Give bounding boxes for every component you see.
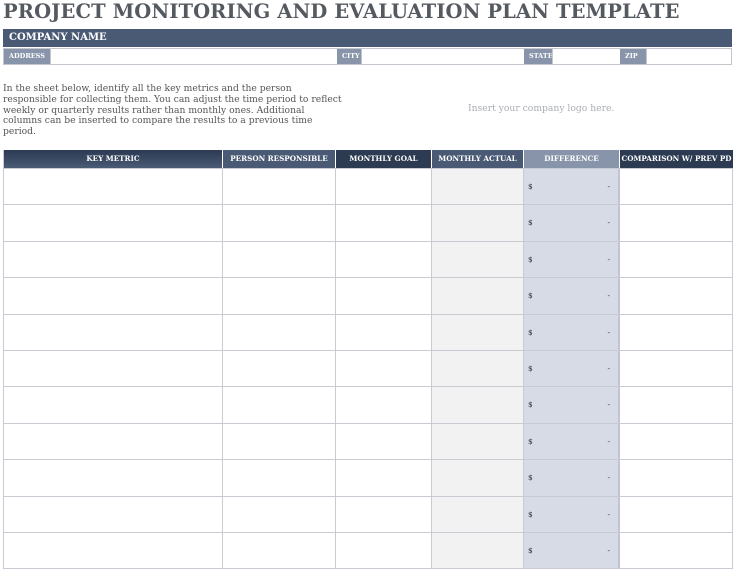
address-label: ADDRESS	[4, 49, 50, 64]
table-row[interactable]	[4, 459, 733, 495]
currency-symbol: $	[528, 182, 533, 191]
difference-value: -	[607, 327, 610, 337]
table-row[interactable]	[4, 386, 733, 422]
currency-symbol: $	[528, 436, 533, 446]
difference-value: -	[607, 254, 610, 264]
difference-value: -	[607, 291, 610, 301]
header-difference: DIFFERENCE	[524, 150, 620, 168]
currency-symbol: $	[528, 327, 533, 337]
header-key-metric: KEY METRIC	[4, 150, 223, 168]
address-row	[3, 48, 732, 65]
currency-symbol: $	[528, 254, 533, 264]
difference-cell[interactable]	[524, 205, 620, 241]
currency-symbol: $	[528, 364, 533, 373]
table-row[interactable]	[4, 241, 733, 277]
header-person-responsible: PERSON RESPONSIBLE	[223, 150, 336, 168]
difference-cell[interactable]	[524, 169, 620, 205]
header-monthly-actual: MONTHLY ACTUAL	[432, 150, 524, 168]
zip-label: ZIP	[620, 49, 646, 64]
difference-cell[interactable]	[524, 242, 620, 278]
city-field[interactable]	[361, 49, 524, 64]
header-comparison-prev-pd: COMPARISON W/ PREV PD	[620, 150, 733, 168]
currency-symbol: $	[528, 218, 533, 228]
difference-cell[interactable]	[524, 497, 620, 533]
difference-cell[interactable]	[524, 533, 620, 569]
difference-value: -	[607, 400, 610, 410]
intro-text: In the sheet below, identify all the key metrics and the person responsible for collecting them. You can adjust the time period to reflect weekly or quarterly results rather than monthly ones. Additional columns can be inserted to compare the results to a previous time period.	[3, 83, 342, 138]
difference-value: -	[607, 473, 610, 483]
difference-value: -	[607, 182, 610, 191]
difference-value: -	[607, 364, 610, 373]
currency-symbol: $	[528, 509, 533, 519]
difference-value: -	[607, 509, 610, 519]
table-row[interactable]	[4, 168, 733, 204]
table-row[interactable]	[4, 204, 733, 240]
currency-symbol: $	[528, 473, 533, 483]
difference-cell[interactable]	[524, 315, 620, 351]
logo-placeholder[interactable]: Insert your company logo here.	[468, 103, 615, 114]
page-title: PROJECT MONITORING AND EVALUATION PLAN TEMPLATE	[3, 0, 680, 23]
city-label: CITY	[337, 49, 361, 64]
header-monthly-goal: MONTHLY GOAL	[336, 150, 432, 168]
address-field[interactable]	[50, 49, 337, 64]
zip-field[interactable]	[646, 49, 731, 64]
table-row[interactable]	[4, 532, 733, 568]
difference-cell[interactable]	[524, 424, 620, 460]
table-row[interactable]	[4, 496, 733, 532]
difference-cell[interactable]	[524, 278, 620, 314]
difference-value: -	[607, 436, 610, 446]
difference-cell[interactable]	[524, 387, 620, 423]
difference-value: -	[607, 546, 610, 555]
metrics-table	[3, 150, 733, 569]
table-row[interactable]	[4, 423, 733, 459]
state-field[interactable]	[552, 49, 620, 64]
difference-cell[interactable]	[524, 351, 620, 387]
table-row[interactable]	[4, 350, 733, 386]
difference-cell[interactable]	[524, 460, 620, 496]
difference-value: -	[607, 218, 610, 228]
company-name-bar[interactable]: COMPANY NAME	[3, 29, 732, 47]
table-row[interactable]	[4, 314, 733, 350]
table-row[interactable]	[4, 277, 733, 313]
currency-symbol: $	[528, 400, 533, 410]
currency-symbol: $	[528, 546, 533, 555]
currency-symbol: $	[528, 291, 533, 301]
state-label: STATE	[524, 49, 552, 64]
